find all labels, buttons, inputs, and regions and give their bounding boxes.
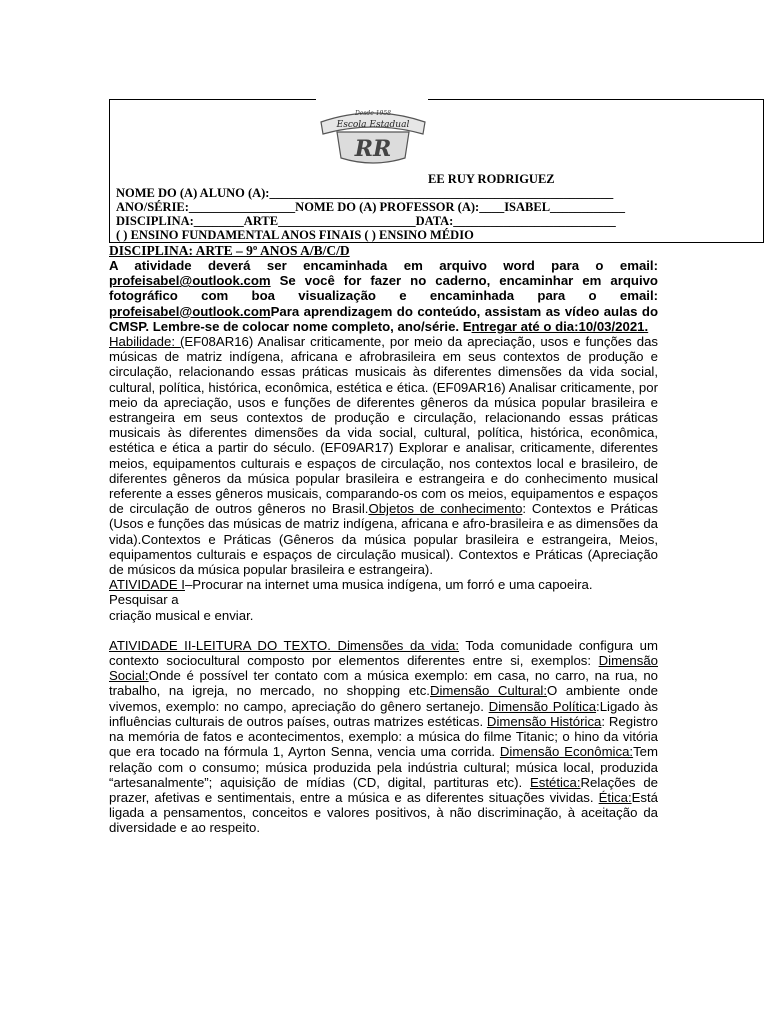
email-link-2[interactable]: profeisabel@outlook.com (109, 303, 271, 319)
activity-1-line2: Pesquisar a (109, 592, 179, 608)
school-logo-icon (317, 100, 429, 168)
activity-2 (109, 638, 658, 836)
activity-2-intro: Toda comunidade configura um contexto sociocultural composto por elementos diferentes entre si, exemplos: (109, 637, 658, 669)
email-link-1[interactable]: profeisabel@outlook.com (109, 273, 271, 289)
school-name: EE RUY RODRIGUEZ (428, 172, 555, 186)
etica-text: Está ligada a pensamentos, conceitos e valores positivos, à não discriminação, à aceitação da diversidade e ao respeito. (109, 789, 658, 836)
activity-1-text: –Procurar na internet uma musica indígena, um forró e uma capoeira. (184, 577, 593, 593)
student-name-line: NOME DO (A) ALUNO (A):_______________________________________________________ (116, 186, 614, 200)
dimension-social-label: Dimensão Social: (109, 653, 658, 684)
skills-paragraph (109, 334, 658, 577)
dimension-social-text: Onde é possível ter contato com a música exemplo: em casa, no carro, na rua, no trabalho, na igreja, no mercado, no shopping etc. (109, 668, 658, 699)
estetica-label: Estética: (529, 774, 581, 790)
grade-teacher-line: ANO/SÉRIE:_________________NOME DO (A) PROFESSOR (A):____ISABEL____________ (116, 200, 626, 214)
logo-monogram: RR (354, 136, 392, 162)
dimension-politica-label: Dimensão Política (488, 698, 597, 714)
dimension-cultural-label: Dimensão Cultural: (429, 683, 548, 699)
instructions-text-a: A atividade deverá ser encaminhada em arquivo word para o email: (109, 258, 658, 273)
dimension-cultural-text: O ambiente onde vivemos, exemplo: no campo, apreciação do gênero sertanejo. (109, 683, 658, 714)
discipline-title: DISCIPLINA: ARTE – 9º ANOS A/B/C/D (109, 243, 350, 258)
dimension-economica-label: Dimensão Econômica: (499, 744, 634, 760)
logo-text-main: Escola Estadual (336, 120, 410, 130)
instructions-text-b: Se você for fazer no caderno, encaminhar em arquivo fotográfico com boa visualização e encaminhada para o email: (109, 273, 658, 304)
dimension-historica-label: Dimensão Histórica (486, 713, 602, 729)
level-line: ( ) ENSINO FUNDAMENTAL ANOS FINAIS ( ) ENSINO MÉDIO (116, 228, 474, 242)
activity-1-line3: criação musical e enviar. (109, 607, 254, 623)
logo-text-top: Desde 1958 (354, 110, 392, 117)
instructions-text-c: Para aprendizagem do conteúdo, assistam as vídeo aulas do CMSP. Lembre-se de colocar nome completo, ano/série. E (109, 303, 658, 334)
skills-text: EF08AR16) Analisar criticamente, por meio da apreciação, usos e funções das músicas de matriz indígena, africana e afrobrasileira em seus contextos de produção e circulação, relacionando essas práticas musicais às diferentes dimensões da vida social, cultural, política, histórica, econômica, estética e ética. (EF09AR16) Analisar criticamente, por meio da apreciação, usos e funções de diferentes gêneros da música popular brasileira e estrangeira em seus contextos de produção e circulação, relacionando essas práticas musicais às diferentes dimensões da vida social, cultural, política, histórica, econômica, estética e ética a partir do século. (EF09AR17) Explorar e analisar, criticamente, diferentes meios, equipamentos culturais e espaços de circulação, nos contextos local e brasileiro, de diferentes gêneros da música popular brasileira e estrangeira e do conhecimento musical referente a esses gêneros musicais, comparando-os com os meios, equipamentos e espaços de circulação de outros gêneros no Brasil. (109, 334, 658, 517)
header-box (109, 99, 764, 243)
etica-label: Ética: (598, 789, 632, 805)
knowledge-objects-label: Objetos de conhecimento (368, 501, 523, 517)
knowledge-objects-text: : Contextos e Práticas (Usos e funções das músicas de matriz indígena, africana e afro-brasileira e as dimensões da vida).Contextos e Práticas (Gêneros da música popular brasileira e estrangeira, Meios, equipamentos culturais e espaços de circulação musical). Contextos e Práticas (Apreciação de músicos da música popular brasileira e estrangeira). (109, 501, 658, 578)
dimension-historica-text: : Registro na memória de fatos e acontecimentos, exemplo: a música do filme Titanic; o hino da vitória que era tocado na fórmula 1, Ayrton Senna, vencia uma corrida. (109, 713, 658, 760)
activity-1 (109, 577, 658, 592)
skills-label: Habilidade: ( (109, 334, 185, 350)
spacer (109, 623, 658, 638)
deadline-text: ntregar até o dia:10/03/2021. (471, 318, 649, 334)
dimension-economica-text: Tem relação com o consumo; música produzida pela indústria cultural; música local, produzida “artesanalmente”; aquisição de mídias (CD, digital, partituras etc). (109, 744, 658, 790)
discipline-date-line: DISCIPLINA:________ARTE______________________DATA:__________________________ (116, 214, 616, 228)
activity-1-label: ATIVIDADE I (109, 577, 185, 593)
estetica-text: Relações de prazer, afetivas e sentimentais, entre a música e as diferentes situações vividas. (109, 774, 658, 805)
dimension-politica-text: :Ligado às influências culturais de outros países, outras matrizes estéticas. (109, 698, 658, 729)
document-body (109, 243, 658, 836)
instructions-paragraph (109, 258, 658, 334)
activity-2-label: ATIVIDADE II-LEITURA DO TEXTO. Dimensões da vida: (109, 637, 460, 653)
